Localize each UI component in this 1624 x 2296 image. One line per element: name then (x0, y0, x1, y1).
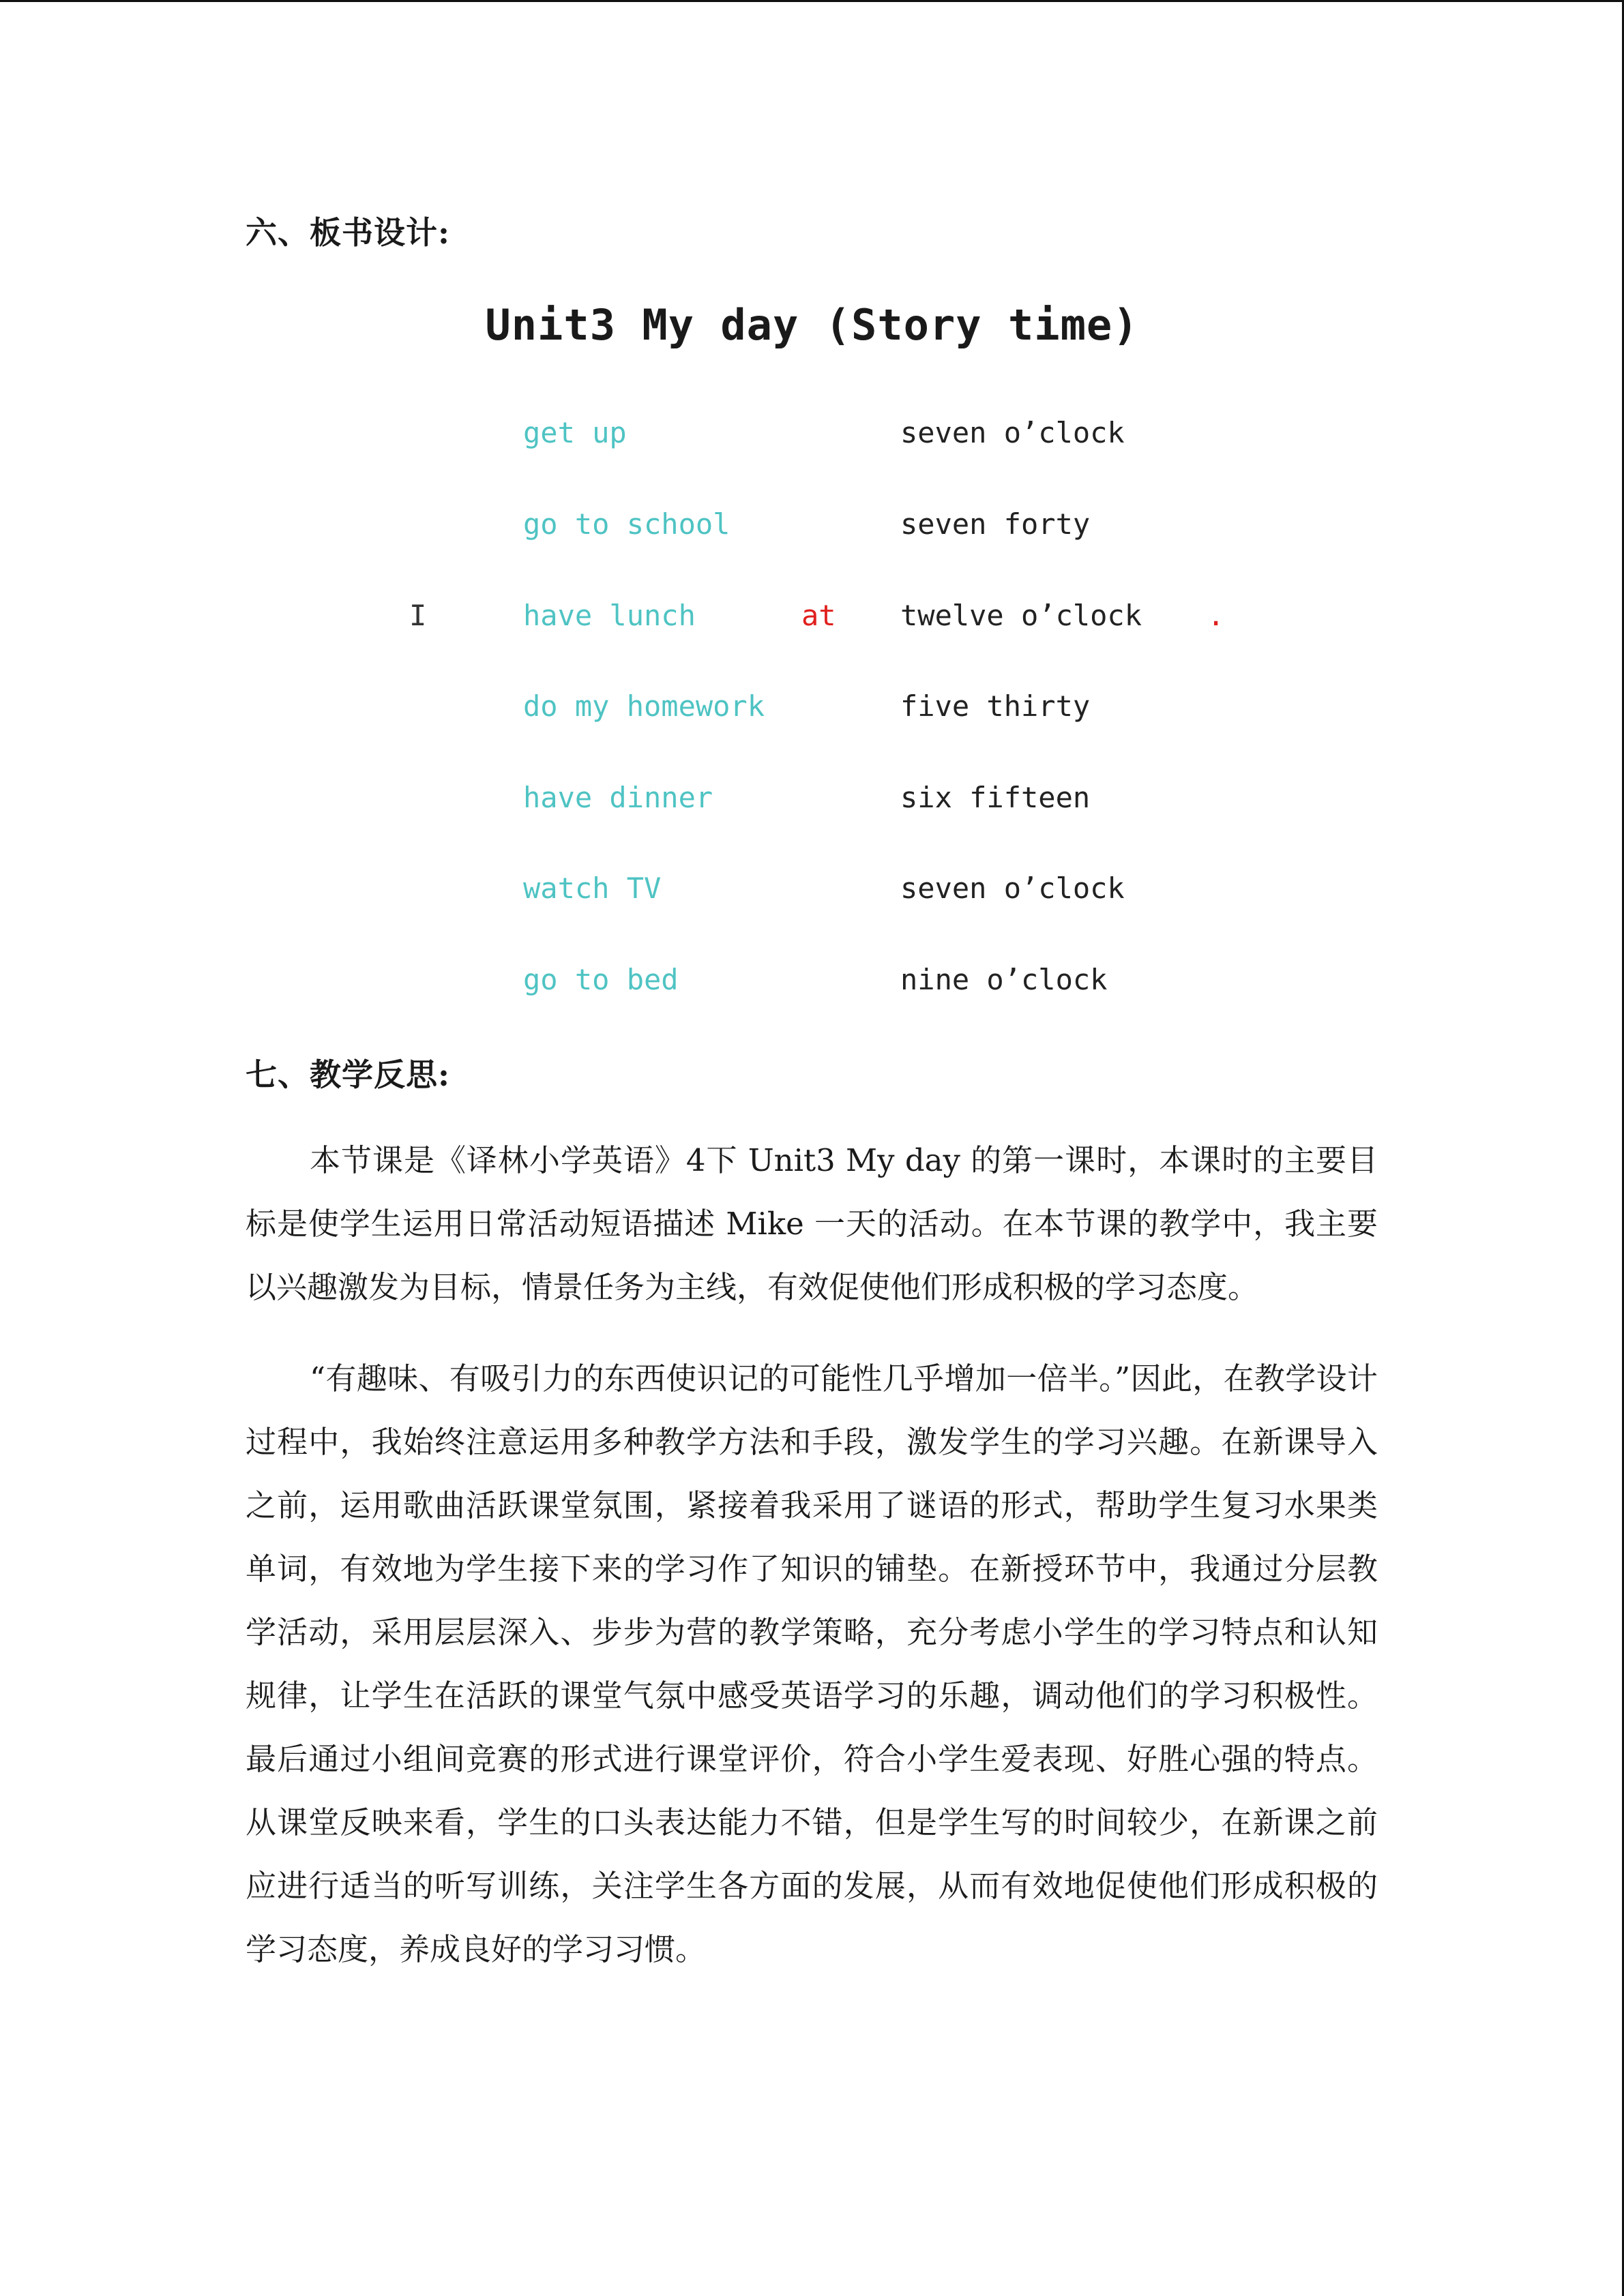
board-row (0, 592, 1624, 640)
activity-phrase: have dinner (523, 781, 713, 814)
activity-phrase: go to school (523, 507, 730, 541)
preposition-at: at (801, 599, 836, 632)
section-6-heading: 六、板书设计: (246, 214, 450, 251)
section-7-heading: 七、教学反思: (246, 1056, 450, 1093)
sentence-subject: I (409, 599, 427, 632)
board-row (0, 501, 1624, 548)
activity-time: seven o’clock (900, 416, 1125, 449)
board-row (0, 956, 1624, 1004)
activity-time: five thirty (900, 689, 1091, 723)
reflection-paragraph: “有趣味、有吸引力的东西使识记的可能性几乎增加一倍半。”因此，在教学设计过程中，我始终注意运用多种教学方法和手段，激发学生的学习兴趣。在新课导入之前，运用歌曲活跃课堂氛围，紧接着我采用了谜语的形式，帮助学生复习水果类单词，有效地为学生接下来的学习作了知识的铺垫。在新授环节中，我通过分层教学活动，采用层层深入、步步为营的教学策略，充分考虑小学生的学习特点和认知规律，让学生在活跃的课堂气氛中感受英语学习的乐趣，调动他们的学习积极性。最后通过小组间竞赛的形式进行课堂评价，符合小学生爱表现、好胜心强的特点。从课堂反映来看，学生的口头表达能力不错，但是学生写的时间较少，在新课之前应进行适当的听写训练，关注学生各方面的发展，从而有效地促使他们形成积极的学习态度，养成良好的学习习惯。 (246, 1360, 1378, 1967)
activity-time: seven forty (900, 507, 1091, 541)
reflection-paragraph: 本节课是《译林小学英语》4下 Unit3 My day 的第一课时，本课时的主要目标是使学生运用日常活动短语描述 Mike 一天的活动。在本节课的教学中，我主要以兴趣激发为目标，情景任务为主线，有效促使他们形成积极的学习态度。 (246, 1142, 1378, 1305)
activity-time: nine o’clock (900, 963, 1108, 996)
activity-phrase: get up (523, 416, 627, 449)
board-row (0, 774, 1624, 822)
activity-time: twelve o’clock (900, 599, 1142, 632)
board-row (0, 409, 1624, 457)
activity-phrase: do my homework (523, 689, 765, 723)
board-row (0, 865, 1624, 912)
activity-time: six fifteen (900, 781, 1091, 814)
page-top-border (0, 0, 1624, 2)
activity-phrase: go to bed (523, 963, 679, 996)
board-row (0, 683, 1624, 730)
activity-phrase: have lunch (523, 599, 696, 632)
activity-phrase: watch TV (523, 871, 662, 905)
board-title: Unit3 My day (Story time) (485, 300, 1139, 350)
activity-time: seven o’clock (900, 871, 1125, 905)
sentence-period: . (1207, 599, 1225, 632)
